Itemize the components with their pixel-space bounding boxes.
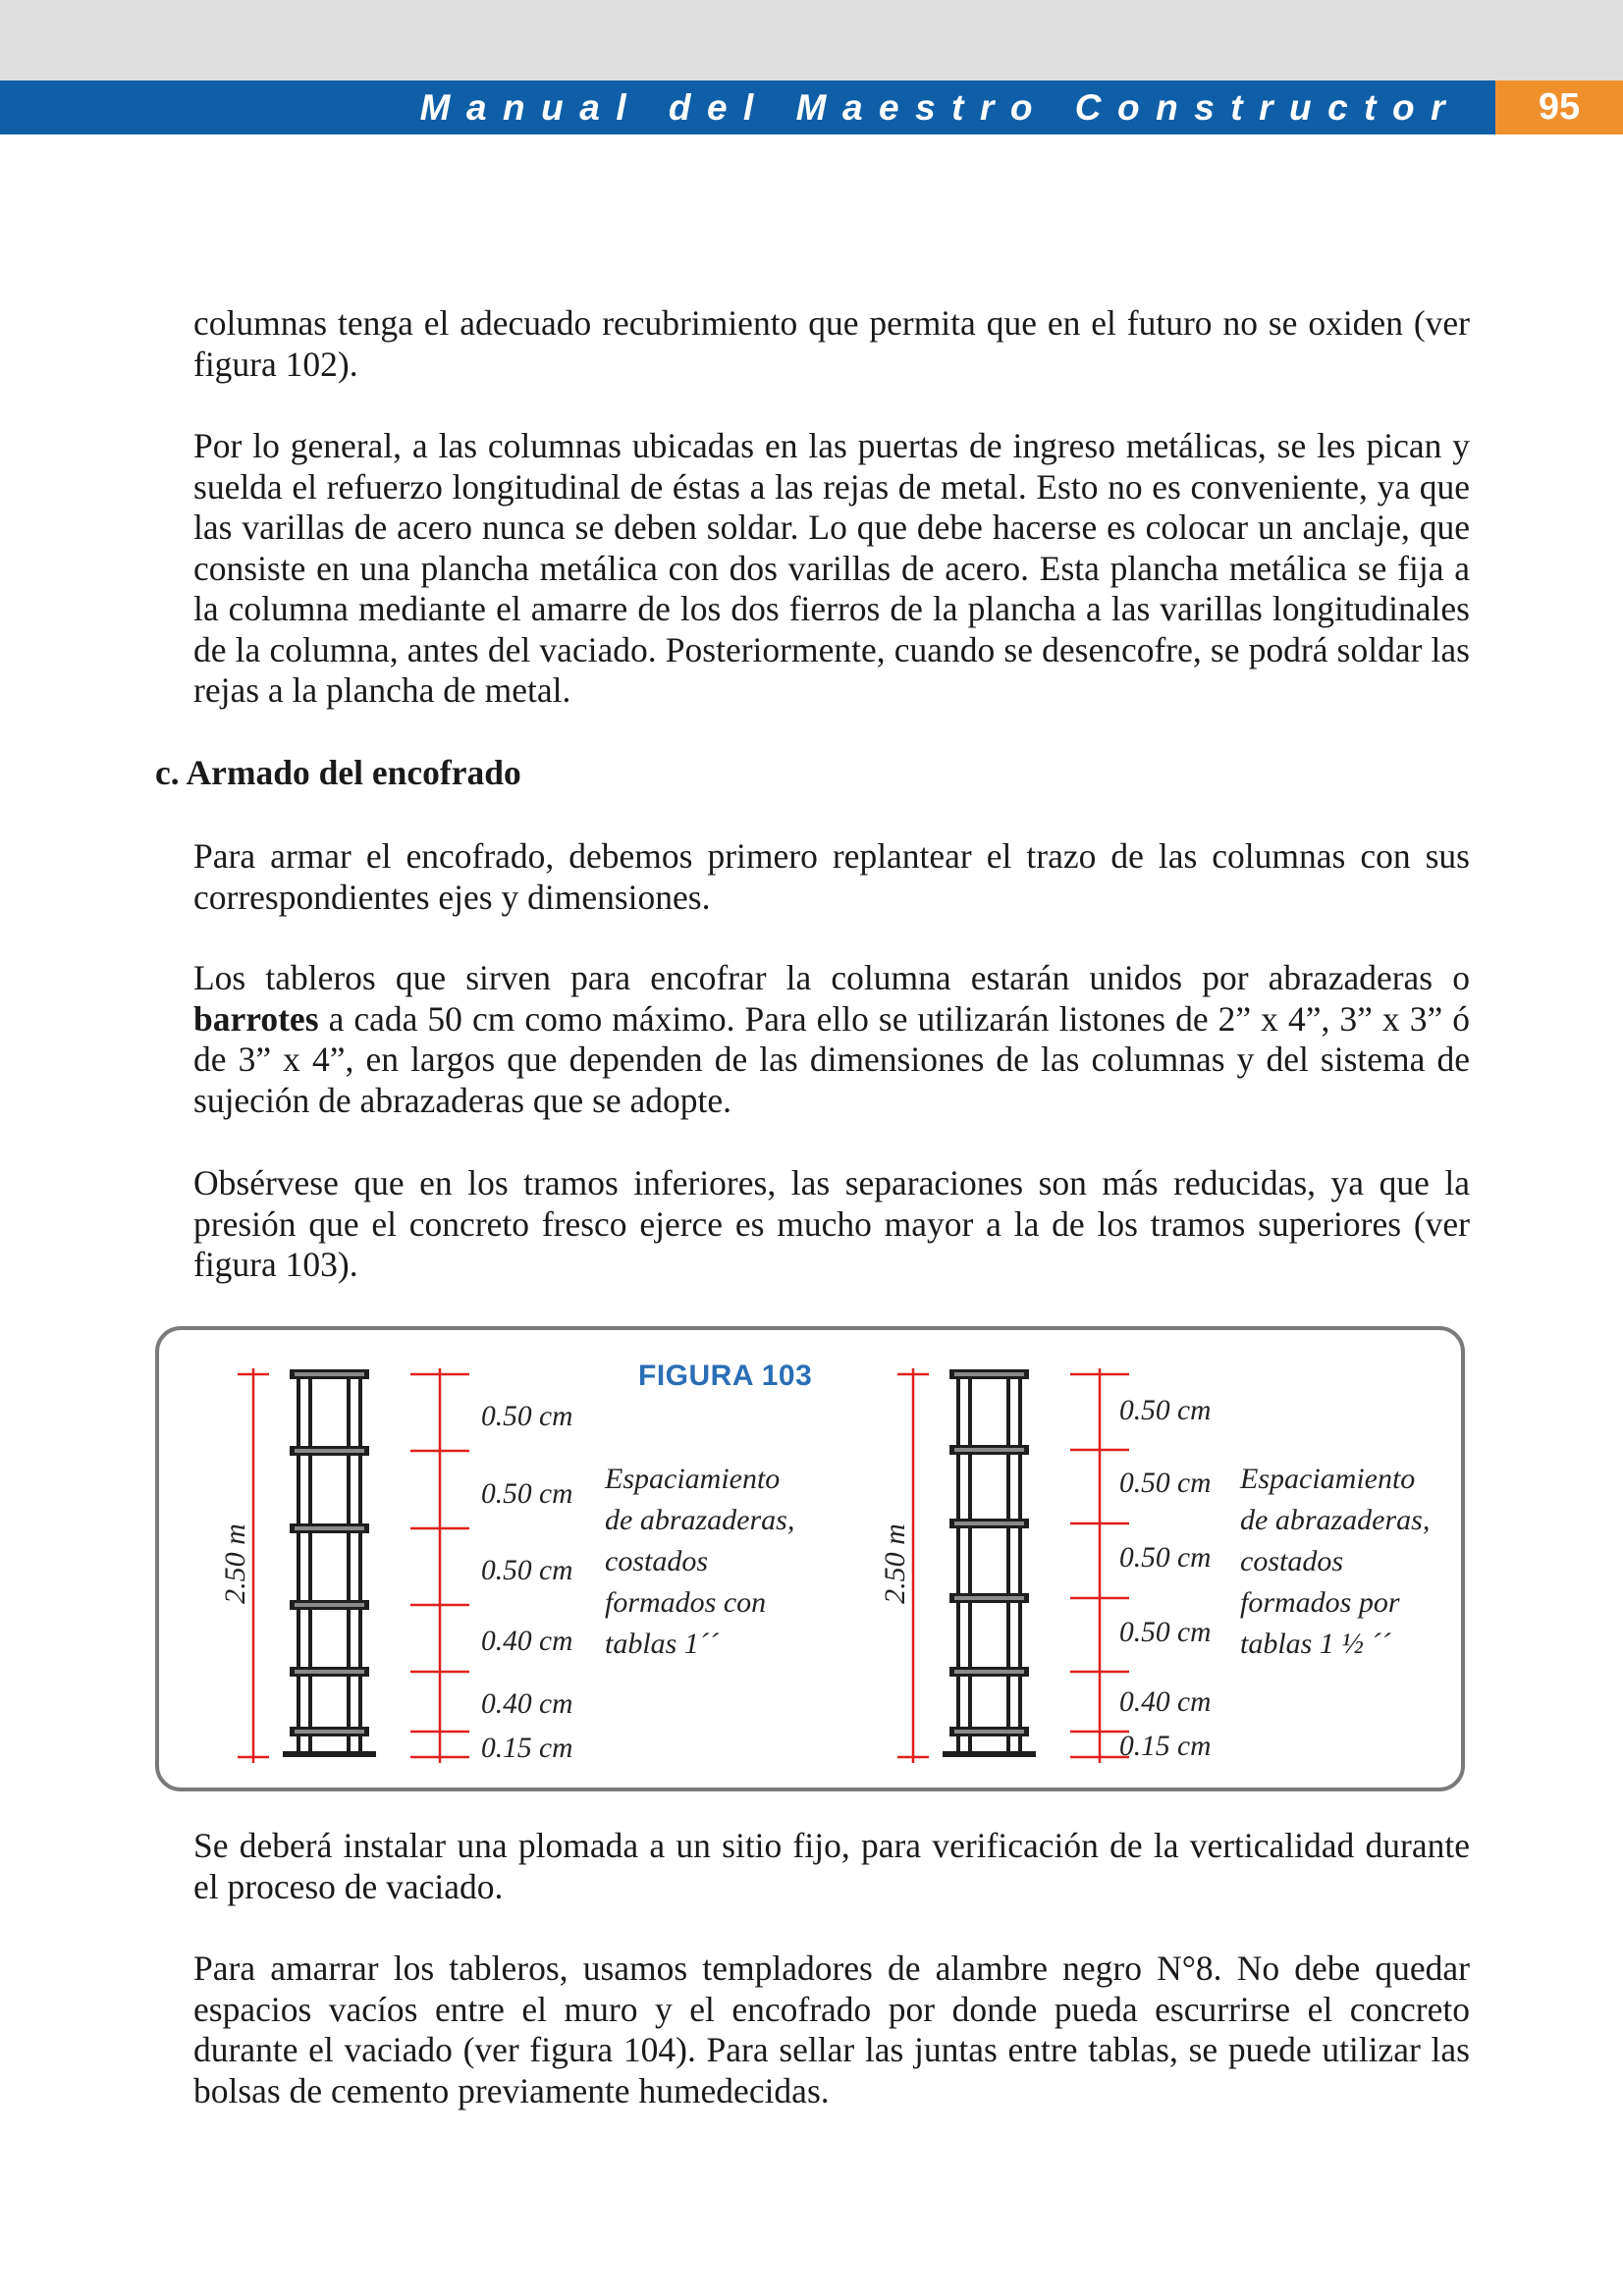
right-spacing-label: 0.50 cm bbox=[1119, 1395, 1212, 1426]
paragraph-6: Se deberá instalar una plomada a un sitio fijo, para verificación de la verticalidad durante el proceso de vaciado. bbox=[193, 1826, 1470, 1906]
left-note-line: formados con bbox=[605, 1586, 767, 1619]
left-clamp-highlight bbox=[295, 1670, 364, 1674]
left-clamp-highlight bbox=[295, 1603, 364, 1607]
left-note bbox=[605, 1459, 794, 1665]
left-spacing-label: 0.15 cm bbox=[481, 1733, 573, 1764]
right-spacing-label: 0.15 cm bbox=[1119, 1731, 1212, 1762]
paragraph-1: columnas tenga el adecuado recubrimiento que permita que en el futuro no se oxiden (ver figura 102). bbox=[193, 303, 1470, 384]
paragraph-7: Para amarrar los tableros, usamos templadores de alambre negro N°8. No debe quedar espacios vacíos entre el muro y el encofrado por donde pueda escurrirse el concreto durante el vaciado (ver figura 104). Para sellar las juntas entre tablas, se puede utilizar las bolsas de cemento previamente humedecidas. bbox=[193, 1949, 1470, 2110]
page-number: 95 bbox=[1495, 80, 1623, 134]
left-spacing-label: 0.50 cm bbox=[481, 1555, 573, 1586]
right-note-line: Espaciamiento bbox=[1240, 1463, 1416, 1495]
left-clamp-highlight bbox=[295, 1526, 364, 1530]
right-note-line: de abrazaderas, bbox=[1240, 1504, 1431, 1536]
right-clamp-highlight bbox=[954, 1670, 1024, 1674]
paragraph-4-bold-term: barrotes bbox=[193, 998, 319, 1039]
right-spacing-label: 0.50 cm bbox=[1119, 1617, 1212, 1648]
right-spacing-label: 0.50 cm bbox=[1119, 1542, 1212, 1574]
paragraph-3: Para armar el encofrado, debemos primero replantear el trazo de las columnas con sus correspondientes ejes y dimensiones. bbox=[193, 836, 1470, 917]
left-spacing-label: 0.50 cm bbox=[481, 1401, 573, 1432]
right-note bbox=[1240, 1459, 1430, 1665]
left-note-line: tablas 1´´ bbox=[605, 1628, 719, 1660]
right-height-label: 2.50 m bbox=[879, 1523, 911, 1604]
left-clamp-highlight bbox=[295, 1372, 364, 1376]
left-note-line: de abrazaderas, bbox=[605, 1504, 795, 1536]
left-note-line: Espaciamiento bbox=[605, 1463, 781, 1495]
left-column-base bbox=[283, 1751, 376, 1757]
right-note-line: tablas 1 ½ ´´ bbox=[1240, 1628, 1391, 1660]
manual-title: Manual del Maestro Constructor bbox=[419, 87, 1461, 128]
right-clamp-highlight bbox=[954, 1596, 1024, 1600]
right-clamp-highlight bbox=[954, 1448, 1024, 1452]
right-spacing-label: 0.40 cm bbox=[1119, 1686, 1212, 1718]
paragraph-4-part-a: Los tableros que sirven para encofrar la columna estarán unidos por abrazaderas o bbox=[193, 958, 1470, 997]
right-clamp-highlight bbox=[954, 1730, 1024, 1734]
right-spacing-label: 0.50 cm bbox=[1119, 1468, 1212, 1499]
paragraph-4-part-b: a cada 50 cm como máximo. Para ello se utilizarán listones de 2” x 4”, 3” x 3” ó de 3” x 4”, en largos que dependen de las dimensiones de las columnas y del sistema de sujeción de abrazaderas que se adopte. bbox=[193, 998, 1471, 1120]
left-height-label: 2.50 m bbox=[219, 1523, 251, 1604]
right-note-line: costados bbox=[1240, 1545, 1343, 1577]
left-spacing-label: 0.40 cm bbox=[481, 1626, 573, 1657]
figure-title: FIGURA 103 bbox=[638, 1360, 813, 1392]
right-column-base bbox=[943, 1751, 1036, 1757]
left-note-line: costados bbox=[605, 1545, 708, 1577]
paragraph-2: Por lo general, a las columnas ubicadas en las puertas de ingreso metálicas, se les pican y suelda el refuerzo longitudinal de éstas a las rejas de metal. Esto no es conveniente, ya que las varillas de acero nunca se deben soldar. Lo que debe hacerse es colocar un anclaje, que consiste en una plancha metálica con dos varillas de acero. Esta plancha metálica se fija a la columna mediante el amarre de los dos fierros de la plancha a las varillas longitudinales de la columna, antes del vaciado. Posteriormente, cuando se desencofre, se podrá soldar las rejas a la plancha de metal. bbox=[193, 426, 1470, 710]
paragraph-5: Obsérvese que en los tramos inferiores, las separaciones son más reducidas, ya que la presión que el concreto fresco ejerce es mucho mayor a la de los tramos superiores (ver figura 103). bbox=[193, 1163, 1470, 1284]
left-clamp-highlight bbox=[295, 1449, 364, 1453]
left-spacing-label: 0.40 cm bbox=[481, 1688, 573, 1720]
right-note-line: formados por bbox=[1240, 1586, 1400, 1619]
left-clamp-highlight bbox=[295, 1730, 364, 1734]
left-spacing-label: 0.50 cm bbox=[481, 1478, 573, 1510]
right-clamp-highlight bbox=[954, 1372, 1024, 1376]
right-clamp-highlight bbox=[954, 1522, 1024, 1525]
section-heading: c. Armado del encofrado bbox=[155, 753, 521, 792]
